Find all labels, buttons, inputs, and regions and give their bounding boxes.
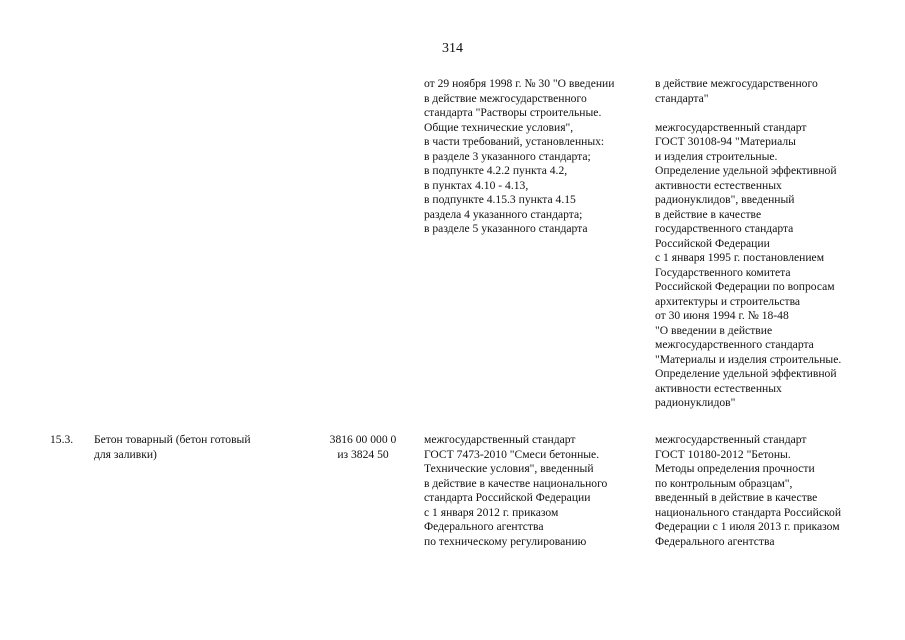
text-line: в пунктах 4.10 - 4.13, [424, 178, 529, 192]
text-line: Определение удельной эффективной [655, 367, 837, 380]
text-line: в действие в качестве национального [424, 476, 608, 490]
text-line: введенный в действие в качестве [655, 491, 818, 504]
text-line: по техническому регулированию [424, 534, 587, 548]
product-name [94, 433, 251, 462]
text-line: Российской Федерации по вопросам [655, 280, 835, 293]
text-line: по контрольным образцам", [655, 476, 793, 490]
text-line: "Материалы и изделия строительные. [655, 352, 842, 366]
text-line: государственного стандарта [655, 222, 794, 235]
text-line: "О введении в действие [655, 323, 773, 337]
text-line: стандарта Российской Федерации [424, 491, 591, 504]
text-line: Российской Федерации [655, 236, 770, 250]
text-line: стандарта" [655, 91, 709, 105]
text-line: межгосударственный стандарт [424, 433, 576, 446]
text-line: радионуклидов", введенный [655, 193, 795, 206]
text-line: Федерального агентства [424, 520, 544, 533]
text-line: раздела 4 указанного стандарта; [424, 207, 583, 221]
text-line: Бетон товарный (бетон готовый [94, 433, 251, 446]
text-line: архитектуры и строительства [655, 294, 801, 308]
text-line: из 3824 50 [337, 447, 389, 461]
text-line: Федерации с 1 июля 2013 г. приказом [655, 520, 840, 533]
text-line: активности естественных [655, 381, 782, 395]
text-line: активности естественных [655, 178, 782, 192]
text-line: в части требований, установленных: [424, 135, 605, 148]
text-line: национального стандарта Российской [655, 505, 842, 519]
text-line: от 30 июня 1994 г. № 18-48 [655, 309, 789, 322]
text-line: Технические условия", введенный [424, 462, 594, 475]
paragraph-gap [655, 106, 841, 121]
text-line: в разделе 3 указанного стандарта; [424, 149, 591, 163]
continuation-standard-reference [424, 77, 614, 237]
text-line: Методы определения прочности [655, 462, 815, 475]
text-line: межгосударственного стандарта [655, 338, 814, 351]
text-line: стандарта "Растворы строительные. [424, 106, 602, 119]
text-line: Федерального агентства [655, 534, 775, 548]
text-line: в разделе 5 указанного стандарта [424, 222, 588, 235]
row-number: 15.3. [50, 433, 74, 446]
page-number: 314 [442, 41, 463, 56]
text-line: с 1 января 2012 г. приказом [424, 505, 559, 519]
text-line: для заливки) [94, 447, 157, 461]
text-line: с 1 января 1995 г. постановлением [655, 251, 825, 264]
text-line: в действие межгосударственного [424, 91, 587, 105]
text-line: от 29 ноября 1998 г. № 30 "О введении [424, 77, 615, 90]
text-line: межгосударственный стандарт [655, 433, 807, 446]
text-line: 3816 00 000 0 [329, 433, 397, 446]
text-line: ГОСТ 30108-94 "Материалы [655, 135, 796, 148]
text-line: ГОСТ 10180-2012 "Бетоны. [655, 447, 791, 461]
text-line: в подпункте 4.15.3 пункта 4.15 [424, 193, 576, 206]
text-line: в подпункте 4.2.2 пункта 4.2, [424, 164, 568, 177]
text-line: Определение удельной эффективной [655, 164, 837, 177]
continuation-test-method-reference [655, 77, 841, 411]
standard-reference [424, 433, 607, 549]
text-line: межгосударственный стандарт [655, 120, 807, 134]
test-method-reference [655, 433, 841, 549]
tn-ved-code [320, 433, 406, 462]
text-line: и изделия строительные. [655, 149, 778, 163]
text-line: Общие технические условия", [424, 120, 574, 134]
text-line: в действие межгосударственного [655, 77, 818, 90]
text-line: Государственного комитета [655, 265, 791, 279]
text-line: в действие в качестве [655, 207, 762, 221]
text-line: радионуклидов" [655, 396, 736, 409]
text-line: ГОСТ 7473-2010 "Смеси бетонные. [424, 447, 600, 461]
